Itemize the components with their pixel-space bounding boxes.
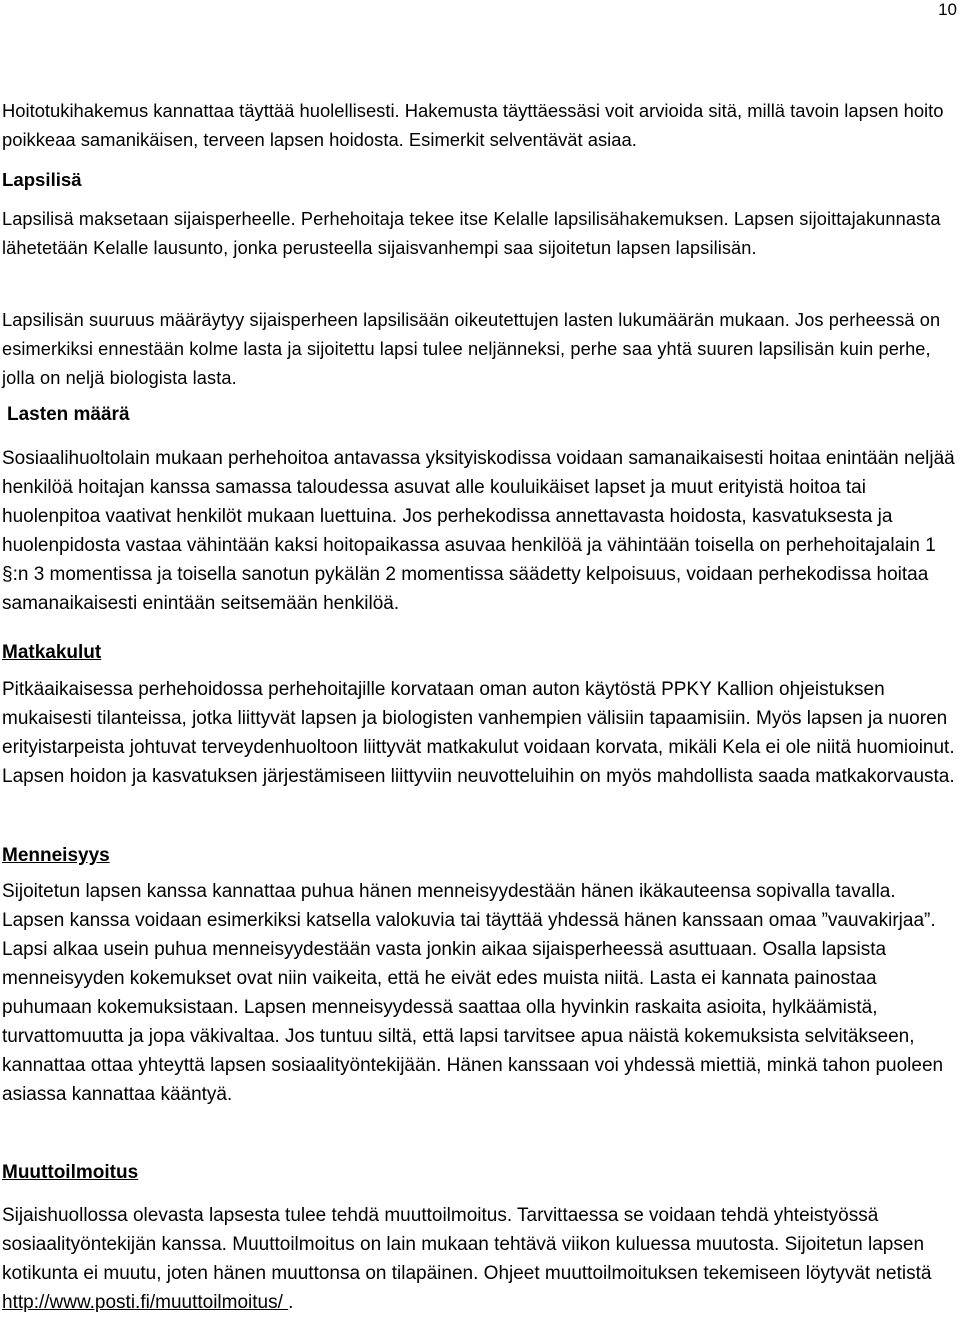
lasten-maara-paragraph: Sosiaalihuoltolain mukaan perhehoitoa antavassa yksityiskodissa voidaan samanaikaisesti hoitaa enintään neljää henkilöä hoitajan kanssa samassa taloudessa asuvat alle kouluikäiset lapset ja muut erityistä hoitoa tai huolenpitoa vaativat henkilöt mukaan luettuina. Jos perhekodissa annettavasta hoidosta, kasvatuksesta ja huolenpidosta vastaa vähintään kaksi hoitopaikassa asuvaa henkilöä ja vähintään toisella on perhehoitajalain 1 §:n 3 momentissa ja toisella sanotun pykälän 2 momentissa säädetty kelpoisuus, voidaan perhekodissa hoitaa samanaikaisesti enintään seitsemään henkilöä. <box>2 448 955 614</box>
muuttoilmoitus-heading: Muuttoilmoitus <box>2 1162 139 1183</box>
muuttoilmoitus-text: Sijaishuollossa olevasta lapsesta tulee tehdä muuttoilmoitus. Tarvittaessa se voidaan tehdä yhteistyössä sosiaalityöntekijän kanssa. Muuttoilmoitus on lain mukaan tehtävä viikon kuluessa muutosta. Sijoitetun lapsen kotikunta ei muutu, joten hänen muuttonsa on tilapäinen. Ohjeet muuttoilmoituksen tekemiseen löytyvät netistä <box>2 1205 932 1284</box>
muuttoilmoitus-trailing: . <box>288 1292 294 1313</box>
lapsilisa-heading: Lapsilisä <box>2 169 82 190</box>
matkakulut-heading: Matkakulut <box>2 642 102 663</box>
menneisyys-heading: Menneisyys <box>2 845 110 866</box>
lapsilisa-paragraph-2: Lapsilisän suuruus määräytyy sijaisperheen lapsilisään oikeutettujen lasten lukumäärän mukaan. Jos perheessä on esimerkiksi ennestään kolme lasta ja sijoitettu lapsi tulee neljänneksi, perhe saa yhtä suuren lapsilisän kuin perhe, jolla on neljä biologista lasta. <box>2 310 941 388</box>
lasten-maara-heading: Lasten määrä <box>7 404 130 425</box>
menneisyys-paragraph: Sijoitetun lapsen kanssa kannattaa puhua hänen menneisyydestään hänen ikäkauteensa sopivalla tavalla. Lapsen kanssa voidaan esimerkiksi katsella valokuvia tai täyttää yhdessä hänen kanssaan omaa ”vauvakirjaa”. Lapsi alkaa usein puhua menneisyydestään vasta jonkin aikaa sijaisperheessä asuttuaan. Osalla lapsista menneisyyden kokemukset ovat niin vaikeita, että he eivät edes muista niitä. Lasta ei kannata painostaa puhumaan kokemuksistaan. Lapsen menneisyydessä saattaa olla hyvinkin raskaita asioita, hylkäämistä, turvattomuutta ja jopa väkivaltaa. Jos tuntuu siltä, että lapsi tarvitsee apua näistä kokemuksista selvitäkseen, kannattaa ottaa yhteyttä lapsen sosiaalityöntekijään. Hänen kanssaan voi yhdessä miettiä, minkä tahon puoleen asiassa kannattaa kääntyä. <box>2 881 944 1105</box>
page-number: 10 <box>938 0 957 19</box>
lapsilisa-paragraph-1: Lapsilisä maksetaan sijaisperheelle. Perhehoitaja tekee itse Kelalle lapsilisähakemuksen. Lapsen sijoittajakunnasta lähetetään Kelalle lausunto, jonka perusteella sijaisvanhempi saa sijoitetun lapsen lapsilisän. <box>2 209 941 258</box>
posti-muuttoilmoitus-link[interactable]: http://www.posti.fi/muuttoilmoitus/ <box>2 1292 289 1313</box>
intro-paragraph: Hoitotukihakemus kannattaa täyttää huolellisesti. Hakemusta täyttäessäsi voit arvioida sitä, millä tavoin lapsen hoito poikkeaa samanikäisen, terveen lapsen hoidosta. Esimerkit selventävät asiaa. <box>2 100 944 150</box>
muuttoilmoitus-paragraph <box>2 1201 957 1317</box>
matkakulut-paragraph: Pitkäaikaisessa perhehoidossa perhehoitajille korvataan oman auton käytöstä PPKY Kallion ohjeistuksen mukaisesti tilanteissa, jotka liittyvät lapsen ja biologisten vanhempien välisiin tapaamisiin. Myös lapsen ja nuoren erityistarpeista johtuvat terveydenhuoltoon liittyvät matkakulut voidaan korvata, mikäli Kela ei ole niitä huomioinut. Lapsen hoidon ja kasvatuksen järjestämiseen liittyviin neuvotteluihin on myös mahdollista saada matkakorvausta. <box>2 679 955 787</box>
